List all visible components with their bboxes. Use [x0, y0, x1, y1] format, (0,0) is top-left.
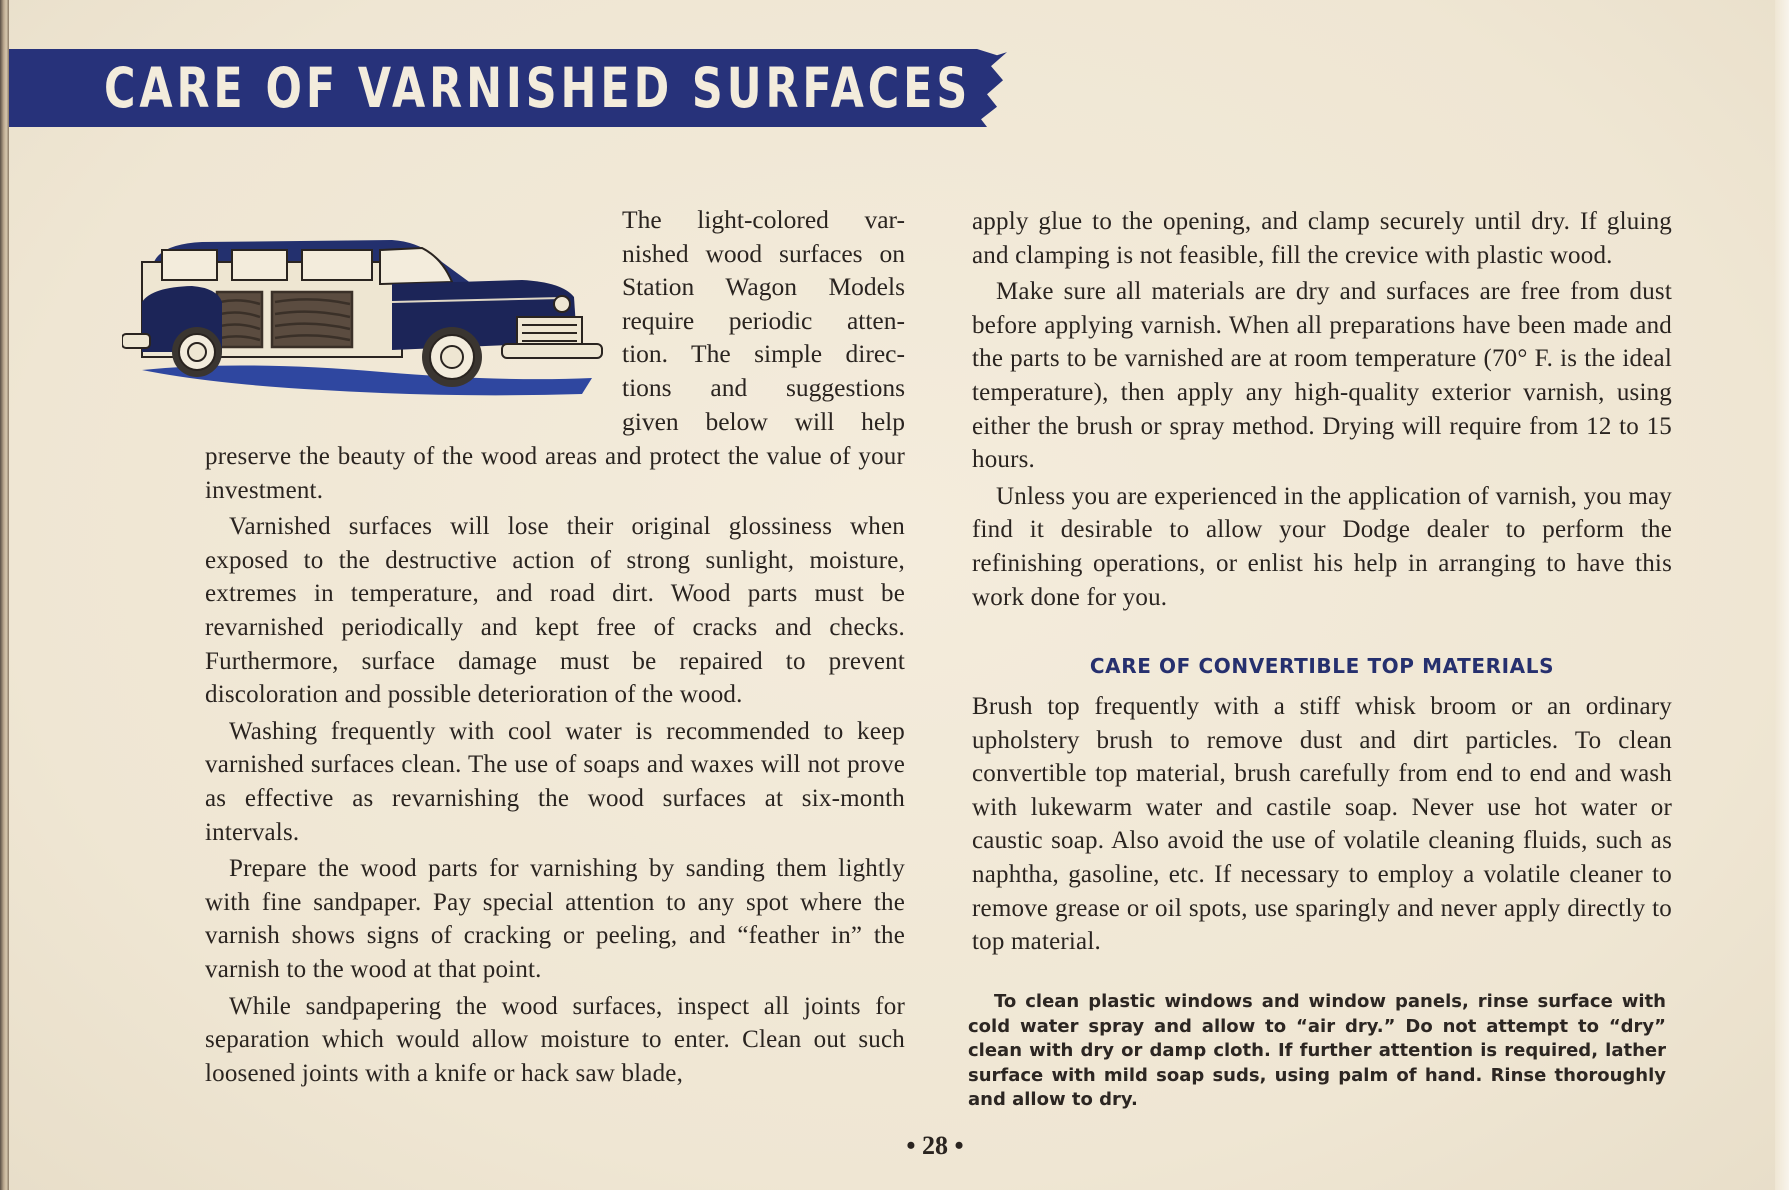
intro-line: nished wood surfaces on [622, 238, 905, 268]
joints-continuation: apply glue to the opening, and clamp securely until dry. If gluing and clamping is not feasible, fill the crevice with plastic wood. [972, 208, 1672, 269]
paragraph-applying-varnish: Make sure all materials are dry and surfaces are free from dust before applying varnish. When all preparations have been made and the parts to be varnished are at room temperature (70° F. is the ideal temperature), then apply any high-quality exterior varnish, using either the brush or spray method. Drying will require from 12 to 15 hours. [972, 278, 1672, 474]
plastic-windows-note: To clean plastic windows and window panels, rinse surface with cold water spray and allow to “air dry.” Do not attempt to “dry” clean with dry or damp cloth. If further attention is required, lather surface with mild soap suds, using palm of hand. Rinse thoroughly and allow to dry. [968, 991, 1666, 1110]
intro-continuation: preserve the beauty of the wood areas and protect the value of your investment. [205, 443, 905, 504]
station-wagon-illustration-icon [122, 222, 607, 397]
page-right-edge [1775, 0, 1789, 1190]
paragraph-sanding: Prepare the wood parts for varnishing by sanding them lightly with fine sandpaper. Pay special attention to any spot where the varnish shows signs of cracking or peeling, and “feather in” the varnish to the wood at that point. [205, 855, 905, 983]
intro-line: The light-colored var- [622, 205, 905, 234]
paragraph-washing: Washing frequently with cool water is recommended to keep varnished surfaces clean. The use of soaps and waxes will not prove as effective as revarnishing the wood surfaces at six-month intervals. [205, 717, 905, 846]
intro-line: require periodic atten- [622, 305, 905, 335]
paragraph-glossiness: Varnished surfaces will lose their original glossiness when exposed to the destructive action of strong sunlight, moisture, extremes in temperature, and road dirt. Wood parts must be revarnished periodically and kept free of cracks and checks. Furthermore, surface damage must be repaired to prevent discoloration and possible deterioration of the wood. [205, 513, 905, 709]
intro-line: Station Wagon Models [622, 272, 905, 302]
page-number: • 28 • [906, 1131, 964, 1160]
paragraph-joints: While sandpapering the wood surfaces, inspect all joints for separation which would allow moisture to enter. Clean out such loosened joints with a knife or hack saw blade, [205, 992, 905, 1087]
page-title: CARE OF VARNISHED SURFACES [104, 56, 972, 120]
section-heading-convertible-top: CARE OF CONVERTIBLE TOP MATERIALS [1089, 654, 1555, 678]
paragraph-dealer: Unless you are experienced in the application of varnish, you may find it desirable to allow your Dodge dealer to perform the refinishing operations, or enlist his help in arranging to have this work done for you. [972, 482, 1672, 611]
right-column [972, 205, 1672, 617]
book-spine-edge [0, 0, 9, 1190]
intro-line: given below will help [622, 406, 905, 436]
intro-line: tion. The simple direc- [622, 339, 905, 369]
left-column [205, 440, 905, 1093]
paragraph-convertible-top: Brush top frequently with a stiff whisk broom or an ordinary upholstery brush to remove dust and dirt particles. To clean convertible top material, brush carefully from end to end and wash with lukewarm water and castile soap. Never use hot water or caustic soap. Also avoid the use of volatile cleaning fluids, such as naphtha, gasoline, etc. If necessary to employ a volatile cleaner to remove grease or oil spots, use sparingly and never apply directly to top material. [972, 693, 1672, 956]
convertible-top-section [972, 690, 1672, 962]
intro-wrapped-text [622, 203, 905, 438]
intro-line: tions and suggestions [622, 372, 905, 402]
